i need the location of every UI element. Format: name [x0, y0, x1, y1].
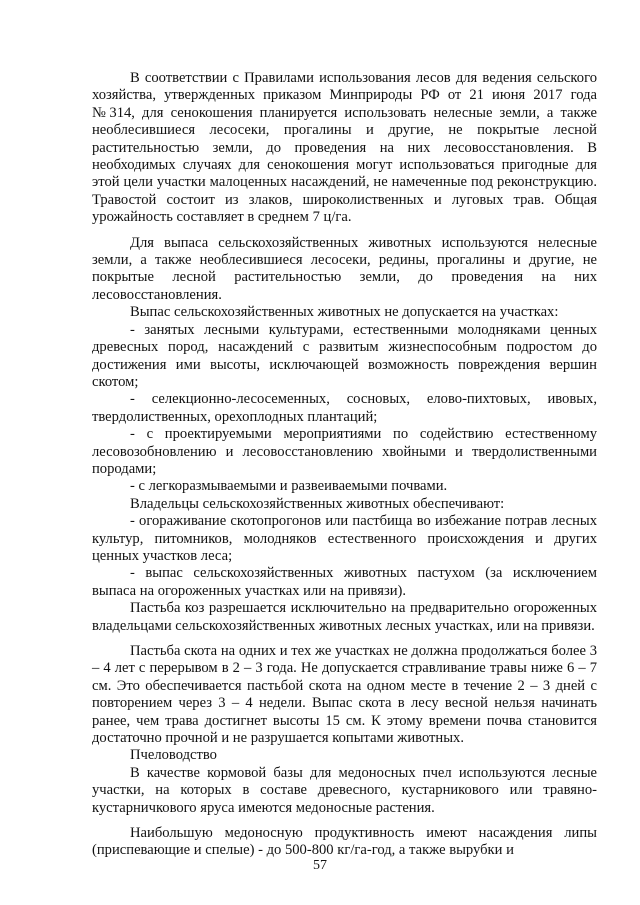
paragraph-honey-productivity: Наибольшую медоносную продуктивность имеют насаждения липы (приспевающие и спелые) - до 500-800 кг/га-год, а также вырубки и — [92, 825, 597, 859]
list-item-shepherd: - выпас сельскохозяйственных животных пастухом (за исключением выпаса на огороженных участках или на привязи). — [92, 565, 597, 599]
page-number: 57 — [313, 858, 327, 873]
paragraph-haymaking: В соответствии с Правилами использования лесов для ведения сельского хозяйства, утвержденных приказом Минприроды РФ от 21 июня 2017 года №314, для сенокошения планируется использовать нелесные земли, а также необлесившиеся лесосеки, прогалины и другие, не покрытые лесной растительностью земли, до проведения на них лесовосстановления. В необходимых случаях для сенокошения могут использоваться пригодные для этой цели участки малоценных насаждений, не намеченные под реконструкцию. Травостой состоит из злаков, широколиственных и луговых трав. Общая урожайность составляет в среднем 7 ц/га. — [92, 70, 597, 226]
paragraph-goats: Пастьба коз разрешается исключительно на предварительно огороженных владельцами сельскохозяйственных животных лесных участках, или на привязи. — [92, 600, 597, 634]
document-body — [92, 70, 597, 860]
list-item-plantations: - селекционно-лесосеменных, сосновых, елово-пихтовых, ивовых, твердолиственных, орехоплодных плантаций; — [92, 391, 597, 425]
paragraph-grazing-duration: Пастьба скота на одних и тех же участках не должна продолжаться более 3 – 4 лет с перерывом в 2 – 3 года. Не допускается стравливание травы ниже 6 – 7 см. Это обеспечивается пастьбой скота на одном месте в течение 2 – 3 дней с повторением через 3 – 4 недели. Выпас скота в лесу весной нельзя начинать ранее, чем трава достигнет высоты 15 см. К этому времени почва становится достаточно прочной и не разрушается копытами животных. — [92, 643, 597, 747]
paragraph-grazing-lands: Для выпаса сельскохозяйственных животных используются нелесные земли, а также необлесившиеся лесосеки, редины, прогалины и другие, не покрытые лесной растительностью земли, до проведения на них лесовосстановления. — [92, 234, 597, 303]
paragraph-owners-provide: Владельцы сельскохозяйственных животных обеспечивают: — [130, 495, 505, 512]
list-item-forest-cultures: - занятых лесными культурами, естественными молодняками ценных древесных пород, насаждений с развитым жизнеспособным подростом до достижения ими высоты, исключающей возможность повреждения вершин скотом; — [92, 321, 597, 390]
section-heading-beekeeping: Пчеловодство — [130, 747, 217, 764]
paragraph-grazing-prohibited: Выпас сельскохозяйственных животных не допускается на участках: — [130, 304, 559, 321]
list-item-reforestation: - с проектируемыми мероприятиями по содействию естественному лесовозобновлению и лесовосстановлению хвойными и твердолиственными породами; — [92, 426, 597, 477]
paragraph-forage-base: В качестве кормовой базы для медоносных пчел используются лесные участки, на которых в составе древесного, кустарникового или травяно-кустарничкового яруса имеются медоносные растения. — [92, 764, 597, 816]
list-item-fencing: - огораживание скотопрогонов или пастбища во избежание потрав лесных культур, питомников, молодняков естественного происхождения и других ценных участков леса; — [92, 513, 597, 564]
list-item-soils: - с легкоразмываемыми и развеиваемыми почвами. — [130, 478, 448, 495]
